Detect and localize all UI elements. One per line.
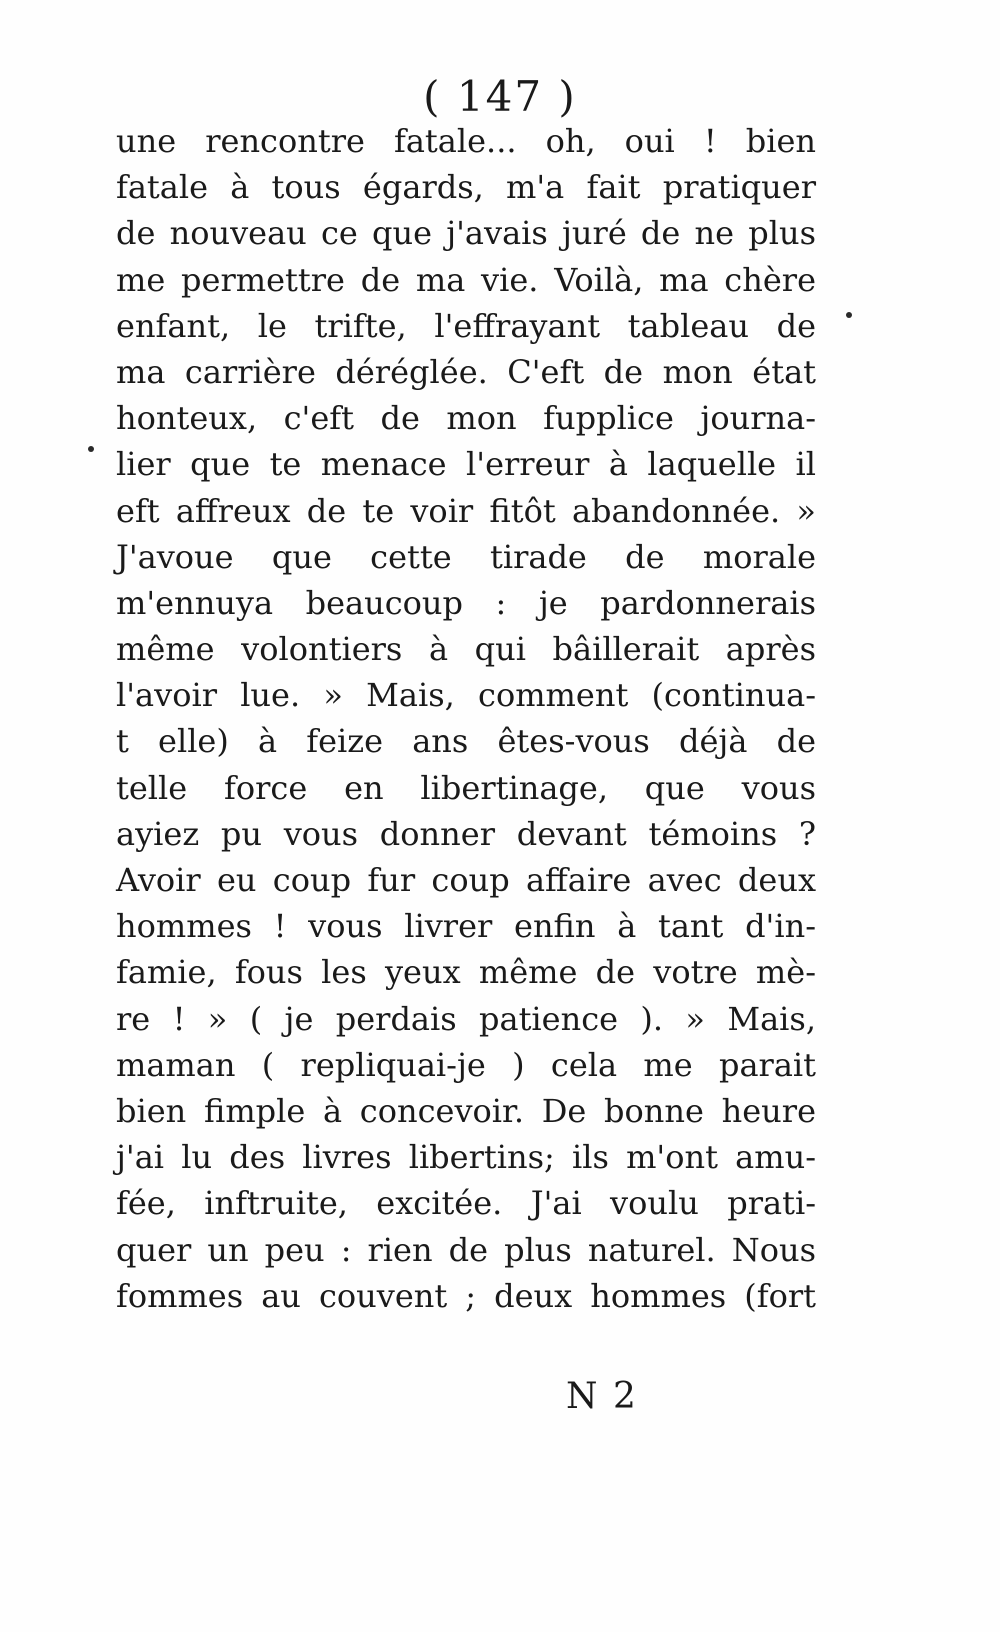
text-line: t elle) à feize ans êtes-vous déjà de	[116, 722, 816, 761]
text-line: enfant, le trifte, l'effrayant tableau de	[116, 306, 816, 345]
text-line: fée, inftruite, excitée. J'ai voulu prati-	[116, 1184, 816, 1223]
ink-speck	[88, 446, 94, 452]
text-line: lier que te menace l'erreur à laquelle il	[116, 445, 816, 484]
text-line: fatale à tous égards, m'a fait pratiquer	[116, 168, 816, 207]
text-line: j'ai lu des livres libertins; ils m'ont amu-	[116, 1138, 816, 1177]
text-line: de nouveau ce que j'avais juré de ne plus	[116, 214, 816, 253]
text-line: l'avoir lue. » Mais, comment (continua-	[116, 676, 816, 715]
text-line: re ! » ( je perdais patience ). » Mais,	[116, 999, 816, 1038]
text-line: ma carrière déréglée. C'eft de mon état	[116, 352, 816, 391]
text-line: Avoir eu coup fur coup affaire avec deux	[116, 861, 816, 899]
text-line: J'avoue que cette tirade de morale	[116, 537, 816, 576]
body-text	[116, 118, 816, 1319]
text-line: telle force en libertinage, que vous	[116, 768, 816, 807]
text-line: fommes au couvent ; deux hommes (fort	[116, 1276, 816, 1315]
text-line: eft affreux de te voir fitôt abandonnée. »	[116, 491, 816, 530]
ink-speck	[846, 312, 852, 318]
text-line: une rencontre fatale... oh, oui ! bien	[116, 122, 816, 160]
text-line: ayiez pu vous donner devant témoins ?	[116, 814, 816, 853]
text-line: bien fimple à concevoir. De bonne heure	[116, 1091, 816, 1130]
text-line: honteux, c'eft de mon fupplice journa-	[116, 399, 816, 438]
text-line: même volontiers à qui bâillerait après	[116, 630, 816, 669]
text-line: maman ( repliquai-je ) cela me parait	[116, 1045, 816, 1084]
text-line: me permettre de ma vie. Voilà, ma chère	[116, 260, 816, 299]
text-line: famie, fous les yeux même de votre mè-	[116, 953, 816, 992]
page-number: ( 147 )	[423, 72, 577, 121]
text-line: hommes ! vous livrer enfin à tant d'in-	[116, 907, 816, 946]
text-line: quer un peu : rien de plus naturel. Nous	[116, 1230, 816, 1269]
text-line: m'ennuya beaucoup : je pardonnerais	[116, 583, 816, 622]
signature-mark: N 2	[566, 1376, 638, 1417]
